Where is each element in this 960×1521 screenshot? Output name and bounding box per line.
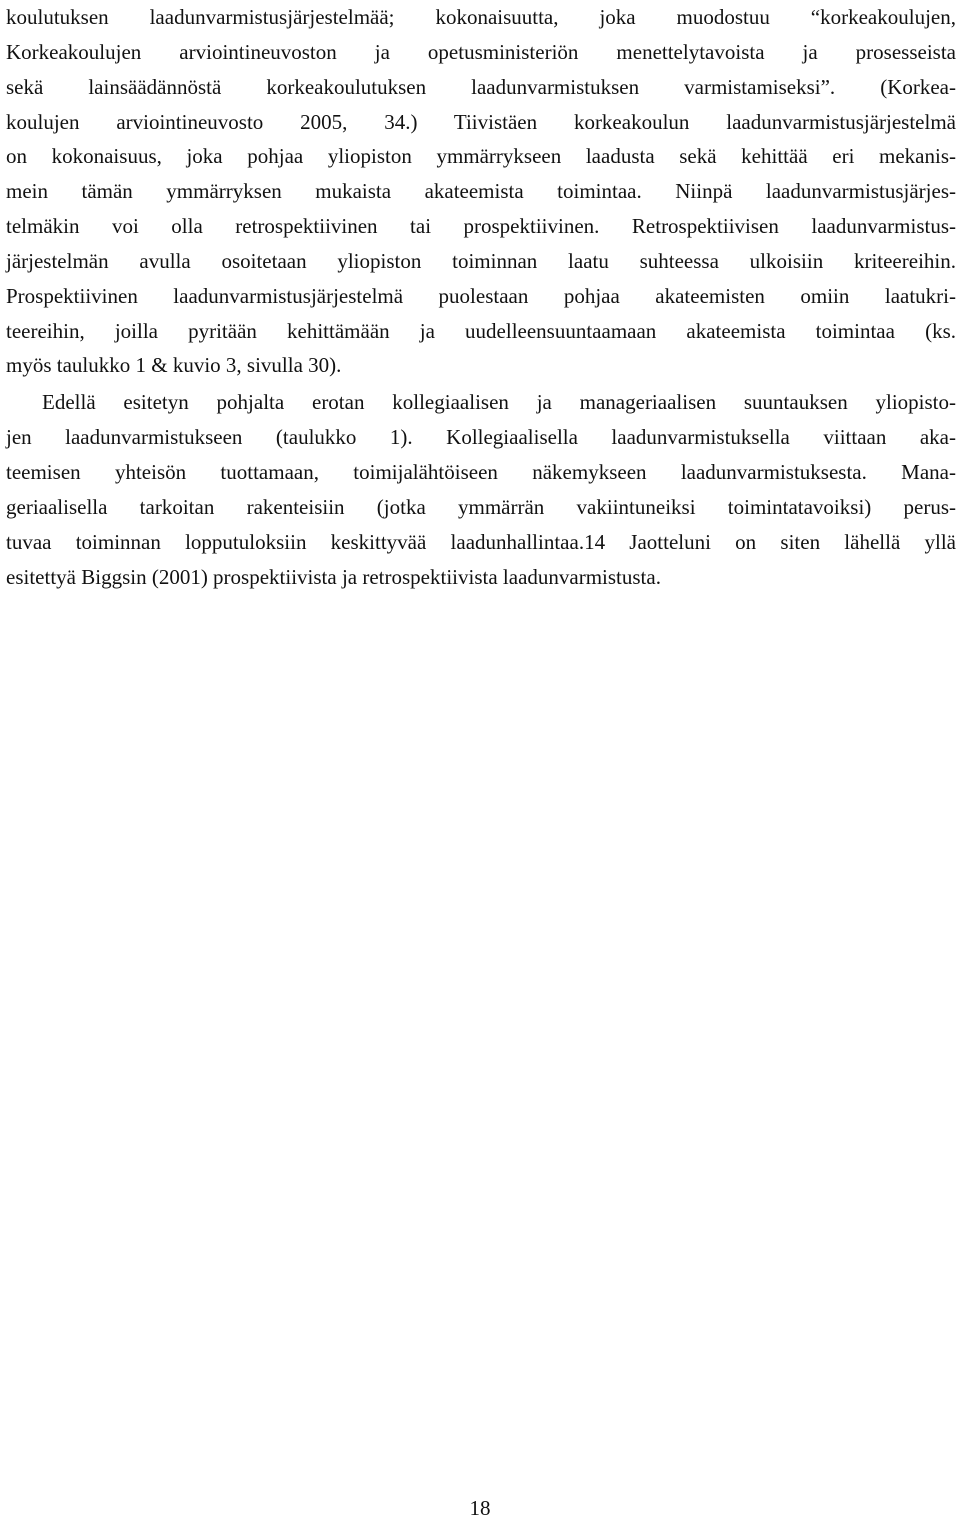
text-line: Prospektiivinen laadunvarmistusjärjestelmä puolestaan pohjaa akateemisten omiin laatukri- — [6, 283, 956, 308]
text-line: koulujen arviointineuvosto 2005, 34.) Tiivistäen korkeakoulun laadunvarmistusjärjestelmä — [6, 109, 956, 134]
page-number: 18 — [469, 1496, 491, 1520]
text-line: teereihin, joilla pyritään kehittämään ja uudelleensuuntaamaan akateemista toimintaa (ks. — [6, 318, 956, 343]
text-line: Edellä esitetyn pohjalta erotan kollegiaalisen ja manageriaalisen suuntauksen yliopisto- — [42, 390, 956, 415]
body-text — [6, 0, 956, 594]
text-line: on kokonaisuus, joka pohjaa yliopiston ymmärrykseen laadusta sekä kehittää eri mekanis- — [6, 144, 956, 169]
text-line: jen laadunvarmistukseen (taulukko 1). Kollegiaalisella laadunvarmistuksella viittaan aka- — [6, 425, 956, 450]
text-line: tuvaa toiminnan lopputuloksiin keskittyvää laadunhallintaa.14 Jaotteluni on siten lähellä yllä — [6, 529, 956, 554]
text-line: koulutuksen laadunvarmistusjärjestelmää; kokonaisuutta, joka muodostuu “korkeakoulujen, — [6, 5, 956, 29]
text-line: Korkeakoulujen arviointineuvoston ja opetusministeriön menettelytavoista ja prosesseista — [6, 39, 956, 64]
text-line: esitettyä Biggsin (2001) prospektiivista ja retrospektiivista laadunvarmistusta. — [6, 564, 661, 589]
text-line: sekä lainsäädännöstä korkeakoulutuksen laadunvarmistuksen varmistamiseksi”. (Korkea- — [6, 74, 956, 99]
document-page — [6, 0, 956, 1521]
text-line: myös taulukko 1 & kuvio 3, sivulla 30). — [6, 353, 342, 378]
text-line: mein tämän ymmärryksen mukaista akateemista toimintaa. Niinpä laadunvarmistusjärjes- — [6, 179, 956, 204]
text-line: geriaalisella tarkoitan rakenteisiin (jotka ymmärrän vakiintuneiksi toimintatavoiksi) perus- — [6, 494, 956, 519]
paragraph-2 — [6, 385, 956, 594]
text-line: teemisen yhteisön tuottamaan, toimijalähtöiseen näkemykseen laadunvarmistuksesta. Mana- — [6, 459, 956, 484]
text-line: järjestelmän avulla osoitetaan yliopiston toiminnan laatu suhteessa ulkoisiin kriteereihin. — [6, 248, 956, 273]
paragraph-1 — [6, 0, 956, 383]
text-line: telmäkin voi olla retrospektiivinen tai prospektiivinen. Retrospektiivisen laadunvarmistus- — [6, 214, 956, 239]
